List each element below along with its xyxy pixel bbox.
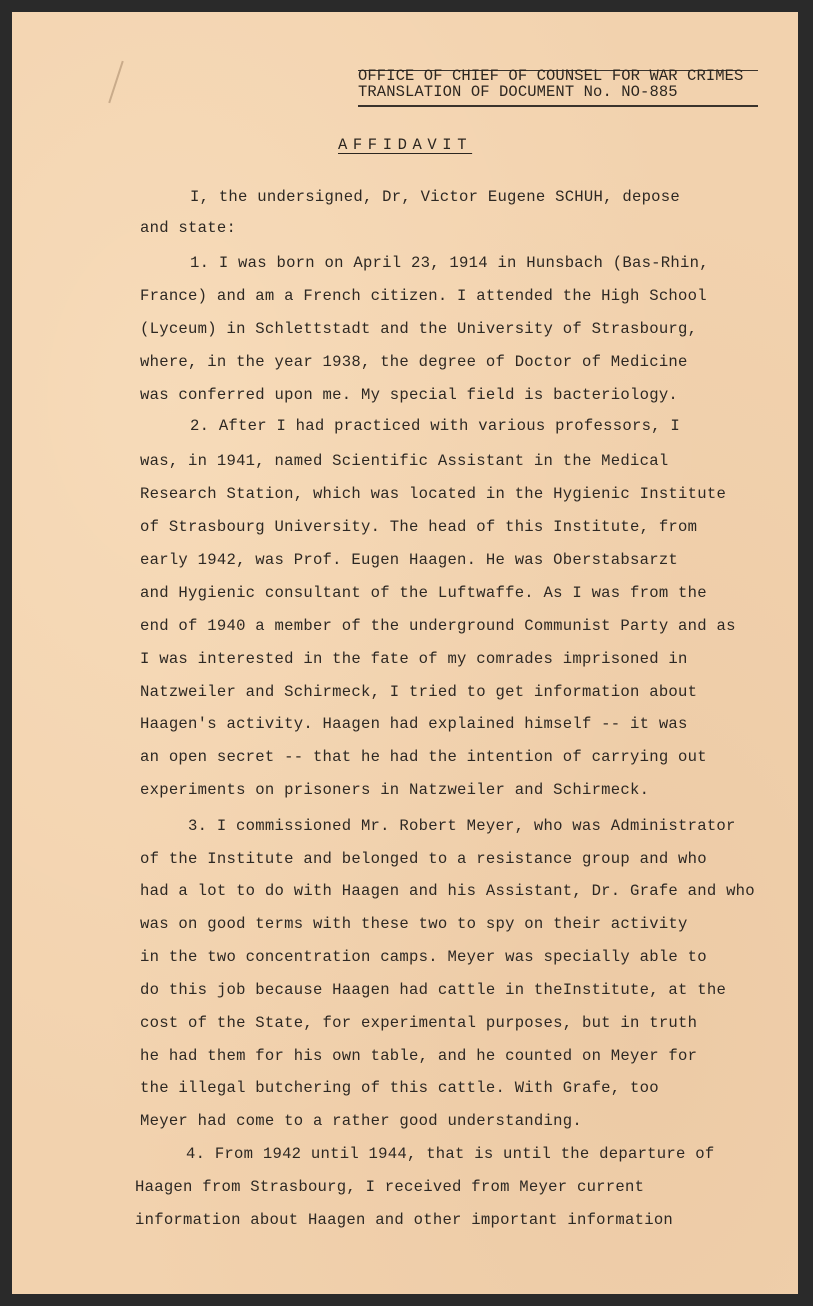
body-line: was conferred upon me. My special field is bacteriology.: [140, 386, 679, 404]
body-line: 4. From 1942 until 1944, that is until the departure of: [186, 1145, 715, 1163]
body-line: 2. After I had practiced with various professors, I: [190, 417, 680, 435]
body-line: was on good terms with these two to spy on their activity: [140, 915, 688, 933]
body-line: 3. I commissioned Mr. Robert Meyer, who was Administrator: [188, 817, 736, 835]
header-translation-line: TRANSLATION OF DOCUMENT No. NO-885: [358, 83, 678, 101]
paper-crease: [108, 61, 123, 103]
body-line: do this job because Haagen had cattle in theInstitute, at the: [140, 981, 727, 999]
body-line: experiments on prisoners in Natzweiler and Schirmeck.: [140, 781, 650, 799]
body-line: (Lyceum) in Schlettstadt and the University of Strasbourg,: [140, 320, 698, 338]
header-rule-bottom: [358, 105, 758, 107]
body-line: of Strasbourg University. The head of this Institute, from: [140, 518, 698, 536]
document-title: AFFIDAVIT: [338, 136, 473, 154]
body-line: had a lot to do with Haagen and his Assistant, Dr. Grafe and who: [140, 882, 755, 900]
body-line: and Hygienic consultant of the Luftwaffe. As I was from the: [140, 584, 707, 602]
body-line: end of 1940 a member of the underground Communist Party and as: [140, 617, 736, 635]
body-line: Natzweiler and Schirmeck, I tried to get information about: [140, 683, 698, 701]
header-office-line: OFFICE OF CHIEF OF COUNSEL FOR WAR CRIMES: [358, 67, 744, 85]
body-line: an open secret -- that he had the intention of carrying out: [140, 748, 707, 766]
body-line: Meyer had come to a rather good understanding.: [140, 1112, 582, 1130]
body-line: Haagen's activity. Haagen had explained himself -- it was: [140, 715, 688, 733]
body-line: France) and am a French citizen. I attended the High School: [140, 287, 707, 305]
document-page: [12, 12, 798, 1294]
body-line: Research Station, which was located in the Hygienic Institute: [140, 485, 727, 503]
body-line: Haagen from Strasbourg, I received from Meyer current: [135, 1178, 645, 1196]
body-line: I was interested in the fate of my comrades imprisoned in: [140, 650, 688, 668]
body-line: was, in 1941, named Scientific Assistant in the Medical: [140, 452, 669, 470]
body-line: cost of the State, for experimental purposes, but in truth: [140, 1014, 698, 1032]
body-line: in the two concentration camps. Meyer was specially able to: [140, 948, 707, 966]
body-line: information about Haagen and other important information: [135, 1211, 674, 1229]
body-line: of the Institute and belonged to a resistance group and who: [140, 850, 707, 868]
body-line: he had them for his own table, and he counted on Meyer for: [140, 1047, 698, 1065]
body-line: the illegal butchering of this cattle. With Grafe, too: [140, 1079, 659, 1097]
body-line: and state:: [140, 219, 237, 237]
body-line: I, the undersigned, Dr, Victor Eugene SCHUH, depose: [190, 188, 680, 206]
body-line: early 1942, was Prof. Eugen Haagen. He was Oberstabsarzt: [140, 551, 679, 569]
body-line: 1. I was born on April 23, 1914 in Hunsbach (Bas-Rhin,: [190, 254, 709, 272]
office-header: [358, 68, 758, 100]
body-line: where, in the year 1938, the degree of Doctor of Medicine: [140, 353, 688, 371]
